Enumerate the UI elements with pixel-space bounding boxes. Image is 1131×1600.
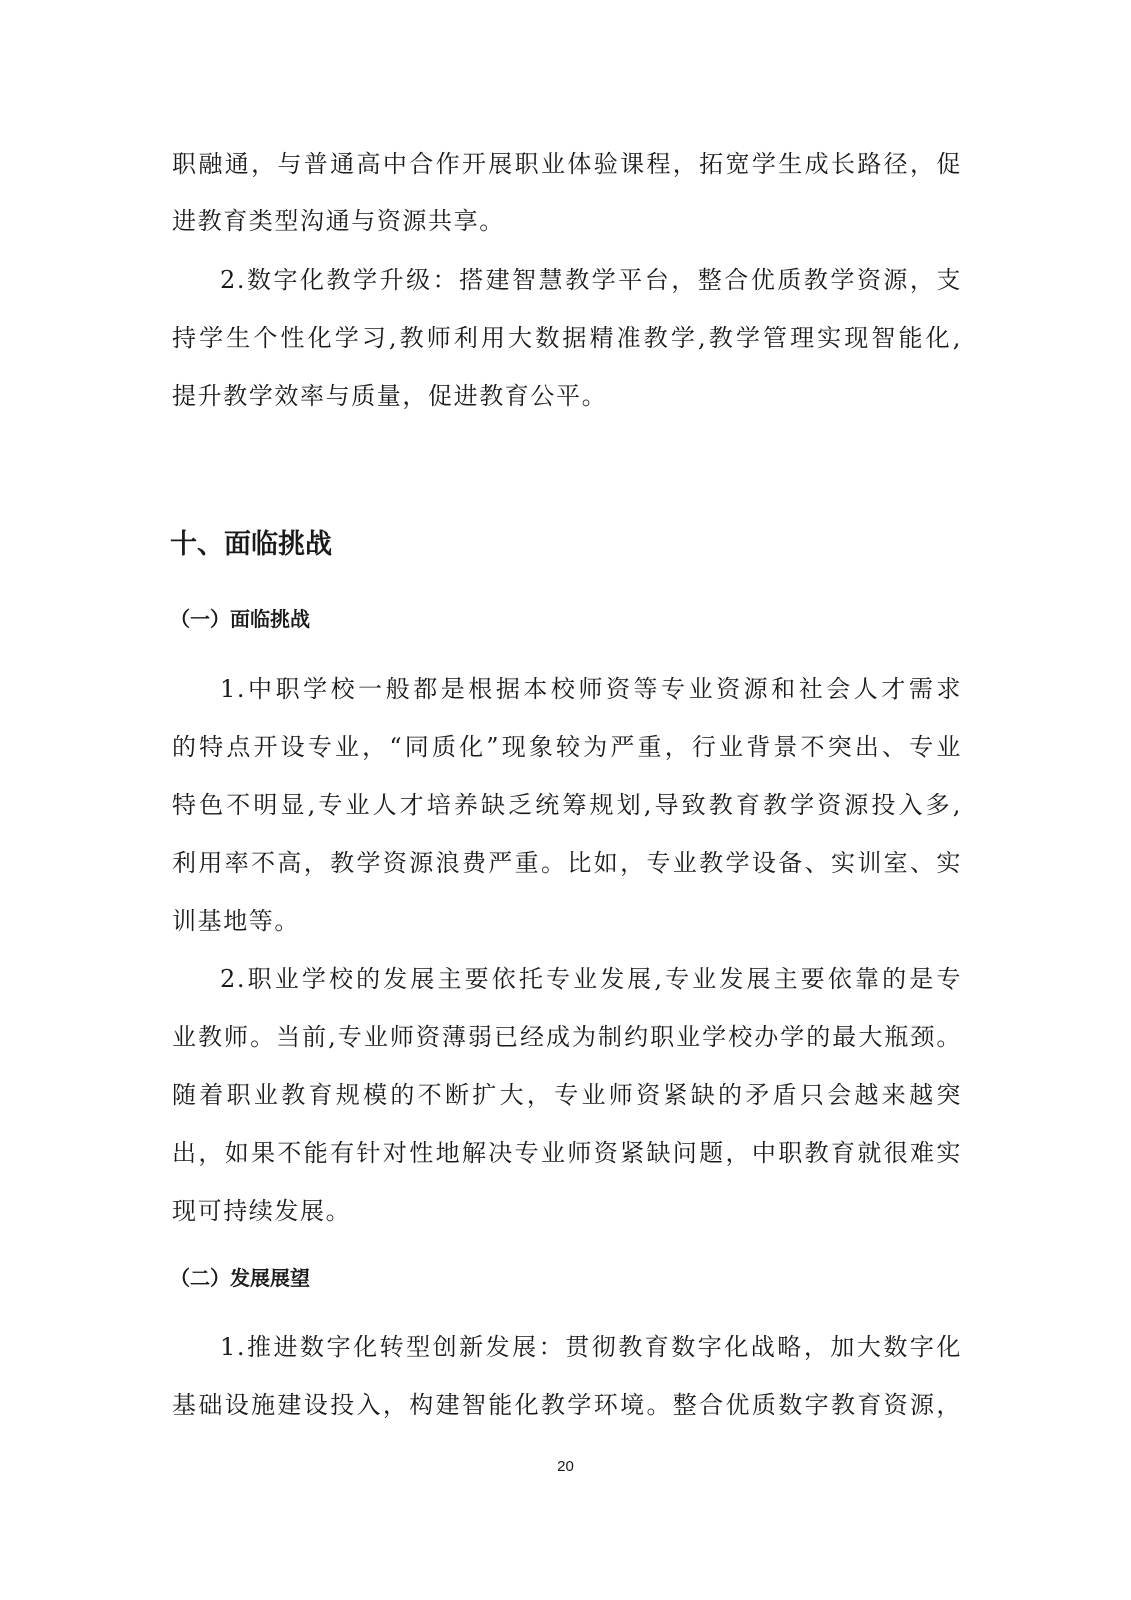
section-heading: 十、面临挑战 [170, 529, 332, 560]
paragraph-line: 进教育类型沟通与资源共享。 [172, 207, 505, 235]
paragraph-line: 1.中职学校一般都是根据本校师资等专业资源和社会人才需求 [220, 675, 962, 703]
subsection-heading: （一）面临挑战 [170, 607, 310, 631]
paragraph-line: 出，如果不能有针对性地解决专业师资紧缺问题，中职教育就很难实 [172, 1139, 962, 1167]
paragraph-line: 现可持续发展。 [172, 1197, 352, 1225]
paragraph-line: 基础设施建设投入，构建智能化教学环境。整合优质数字教育资源， [172, 1391, 962, 1419]
page-number: 20 [557, 1458, 574, 1475]
paragraph-line: 随着职业教育规模的不断扩大，专业师资紧缺的矛盾只会越来越突 [172, 1081, 962, 1109]
paragraph-line: 提升教学效率与质量，促进教育公平。 [172, 382, 608, 410]
paragraph-line: 的特点开设专业，“同质化”现象较为严重，行业背景不突出、专业 [172, 733, 962, 761]
paragraph-line: 持学生个性化学习,教师利用大数据精准教学,教学管理实现智能化, [172, 324, 962, 352]
paragraph-line: 利用率不高，教学资源浪费严重。比如，专业教学设备、实训室、实 [172, 849, 962, 877]
paragraph-line: 特色不明显,专业人才培养缺乏统筹规划,导致教育教学资源投入多, [172, 791, 962, 819]
paragraph-line: 职融通，与普通高中合作开展职业体验课程，拓宽学生成长路径，促 [172, 150, 962, 178]
paragraph-line: 训基地等。 [172, 907, 300, 935]
subsection-heading: （二）发展展望 [170, 1266, 310, 1290]
paragraph-line: 1.推进数字化转型创新发展：贯彻教育数字化战略，加大数字化 [220, 1333, 962, 1361]
paragraph-line: 2.数字化教学升级：搭建智慧教学平台，整合优质教学资源，支 [220, 266, 962, 294]
paragraph-line: 业教师。当前,专业师资薄弱已经成为制约职业学校办学的最大瓶颈。 [172, 1023, 962, 1051]
paragraph-line: 2.职业学校的发展主要依托专业发展,专业发展主要依靠的是专 [220, 965, 962, 993]
